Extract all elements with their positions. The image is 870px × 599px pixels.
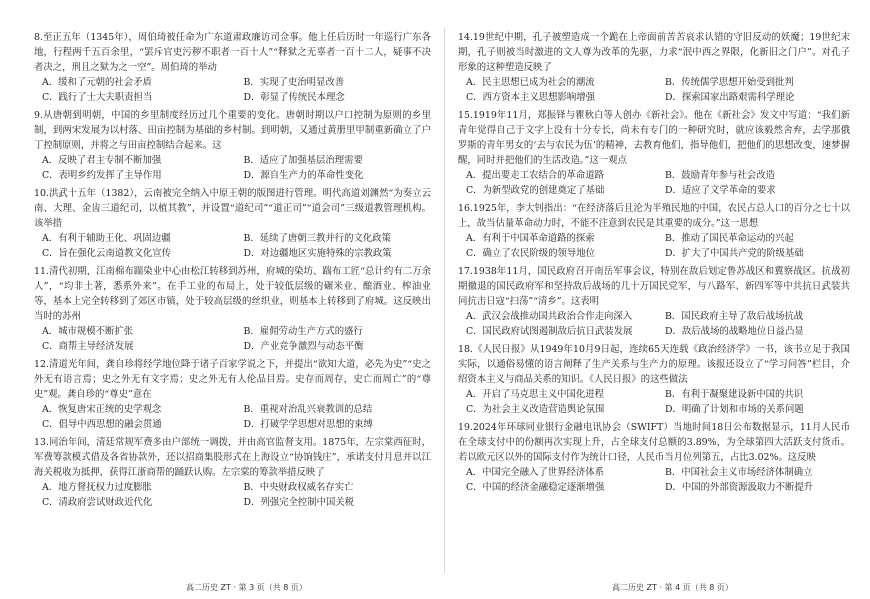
- answer-option: C．为新型政党的创建奠定了基础: [466, 185, 605, 197]
- answer-option: A．提出要走工农结合的革命道路: [466, 170, 605, 182]
- question-text: 《人民日报》从1949年10月9日起，连续65天连载《政治经济学》一书，该书立足于我国实际，以通俗易懂的语言阐释了生产关系与生产力的原理。该报还设立了“学习问答”栏目，介绍资本主义与商品关系的知识。《人民日报》的这些做法: [458, 343, 850, 386]
- answer-options: [458, 309, 850, 339]
- answer-option: D．适应了文学革命的要求: [665, 185, 776, 197]
- answer-option: A．有利于中国革命道路的探索: [466, 233, 595, 245]
- question-text: 至正五年（1345年），周伯琦被任命为广东道肃政廉访司佥事。他上任后历时一年巡行广东各地，行程两千五百余里，“罢斥官吏污秽不职者一百十人”“释狱之无辜者一百十二人，疑事不决者决之，刑且之狱为之一空”。周伯琦的举动: [34, 32, 431, 74]
- question-stem: [34, 357, 431, 402]
- answer-options: [34, 153, 431, 183]
- question-block: [458, 108, 850, 199]
- answer-options: [458, 231, 850, 261]
- question-stem: [458, 201, 850, 231]
- question-number: 15.: [458, 109, 473, 121]
- answer-option: D．中国的外部资源汲取力不断提升: [665, 482, 814, 494]
- question-stem: [34, 264, 431, 324]
- question-text: 2024年环球同业银行金融电讯协会（SWIFT）当地时间18日公布数据显示，11月人民币在全球支付中的份额再次实现上升，占全球支付总额的3.89%，为全球第四大活跃支付货币。若以欧元区以外的国际支付作为统计口径，人民币当月位列第五，占比3.02%。这反映: [458, 421, 850, 464]
- question-block: [34, 186, 431, 261]
- question-number: 18.: [458, 343, 473, 355]
- answer-option: C．国民政府试图遏制敌后抗日武装发展: [466, 326, 633, 338]
- question-block: [34, 108, 431, 183]
- answer-option: D．列强完全控制中国关税: [243, 497, 355, 509]
- answer-option: B．延续了唐朝三教并行的文化政策: [243, 233, 392, 245]
- answer-option: B．中国社会主义市场经济体制确立: [665, 467, 813, 479]
- question-text: 1925年，李大钊指出：“在经济落后且沦为半殖民地的中国，农民占总人口的百分之七十以上，故当估量革命动力时，不能不注意到农民是其重要的成分。”这一思想: [458, 203, 850, 230]
- question-text: 1919年11月，郑振铎与瞿秋白等人创办《新社会》。他在《新社会》发文中写道：“我们新青年觉得自己于文字上没有十分专长，尚未有专门的一种研究时，就应该毅然舍弃，去学那俄罗斯的青年男女的‘去与农民为伍’的精神，去教育他们，指导他们，把他们的思想改变，速梦摒醒，同时并把他们的生活改造。”这一观点: [458, 109, 850, 167]
- answer-option: C．清政府尝试财政近代化: [42, 497, 153, 509]
- answer-option: D．探索国家出路艰需科学理论: [665, 92, 795, 104]
- answer-option: B．雇佣劳动生产方式的盛行: [243, 326, 363, 338]
- answer-option: C．为社会主义改造营造舆论氛围: [466, 404, 605, 416]
- answer-option: B．重视对治乱兴衰教训的总结: [243, 404, 373, 416]
- question-block: [458, 342, 850, 417]
- question-text: 同治年间，清廷常规军费多由户部统一调拨，并由高官监督支用。1875年，左宗棠西征时，军费筹款模式借及各省协款外，还以招商集股形式在上海设立“协饷钱庄”，承诺支付月息并以江海关税收为抵押，获得江浙商帮的踊跃认购。左宗棠的筹款举措反映了: [34, 436, 431, 479]
- question-stem: [34, 435, 431, 480]
- answer-option: B．适应了加强基层治理需要: [243, 155, 363, 167]
- question-number: 14.: [458, 32, 473, 43]
- answer-option: A．反映了君主专制不断加强: [42, 155, 162, 167]
- question-number: 12.: [34, 358, 49, 370]
- answer-option: A．缓和了元朝的社会矛盾: [42, 77, 152, 89]
- answer-option: B．鼓励青年参与社会改造: [665, 170, 776, 182]
- answer-option: C．旨在强化云南道教文化宣传: [42, 248, 172, 260]
- question-number: 11.: [34, 265, 49, 277]
- answer-option: C．确立了农民阶级的领导地位: [466, 248, 596, 260]
- answer-option: A．开启了马克思主义中国化进程: [466, 389, 605, 401]
- answer-option: A．恢复唐宋正统的史学观念: [42, 404, 162, 416]
- answer-option: D．产业竞争激烈与动态平衡: [243, 341, 364, 353]
- question-number: 8.: [34, 32, 43, 43]
- left-column: [34, 30, 431, 513]
- answer-option: A．有利于辅助王化、巩固边疆: [42, 233, 171, 245]
- answer-option: B．推动了国民革命运动的兴起: [665, 233, 794, 245]
- question-block: [34, 30, 431, 105]
- right-column: [458, 30, 850, 498]
- answer-option: B．有利于凝聚建设新中国的共识: [665, 389, 804, 401]
- column-divider: [444, 28, 445, 573]
- answer-options: [34, 480, 431, 510]
- question-stem: [34, 186, 431, 231]
- answer-options: [34, 75, 431, 105]
- question-block: [458, 201, 850, 261]
- answer-option: C．践行了士大夫职责担当: [42, 92, 153, 104]
- question-text: 清道光年间，龚自珍将经学地位降于诸子百家学说之下，并提出“欲知大道，必先为史”“史之外无有语言焉；史之外无有文字焉；史之外无有人伦品目焉。史存而周存，史亡而周亡”的“尊史”观。龚自珍的“尊史”意在: [34, 358, 431, 401]
- question-block: [34, 264, 431, 355]
- question-text: 清代初期，江南棉布踹染业中心由松江转移到苏州，府城的染坊、踹布工匠“总计约有二万余人”，“均非土著，悉系外来”。在手工业的布局上，处于较低层级的碾米业、酿酒业、榨油业等，基本上完全转移到了郊区市镇，处于较高层级的丝织业，则基本上转移到了府城。这反映出当时的苏州: [34, 265, 431, 323]
- answer-option: B．传统儒学思想开始受到批判: [665, 77, 794, 89]
- question-text: 19世纪中期，孔子被塑造成一个跪在上帝面前苦苦哀求认错的守旧反动的妖魔；19世纪末期，孔子则被当时激进的文人尊为改革的先驱，力求“泯中西之界限，化新旧之门户”。对孔子形象的这种塑造反映了: [458, 32, 850, 74]
- answer-option: A．城市规模不断扩张: [42, 326, 134, 338]
- page-footer-right: 高二历史 ZT · 第 4 页（共 8 页）: [612, 583, 733, 592]
- question-block: [458, 420, 850, 495]
- question-stem: [34, 30, 431, 75]
- answer-option: D．打破学学思想对思想的束缚: [243, 419, 373, 431]
- answer-options: [458, 75, 850, 105]
- answer-option: B．实现了吏治明显改善: [243, 77, 345, 89]
- question-text: 1938年11月，国民政府召开南岳军事会议，特别在敌后划定鲁苏战区和冀察战区。抗战初期撤退的国民政府军和坚持敌后战场的几十万国民党军，与八路军、新四军等中共抗日武装共同抗击日寇“扫荡”“清乡”。这表明: [458, 265, 850, 308]
- question-stem: [458, 264, 850, 309]
- question-stem: [34, 108, 431, 153]
- answer-options: [458, 387, 850, 417]
- question-number: 13.: [34, 436, 49, 448]
- question-number: 19.: [458, 421, 473, 433]
- answer-option: C．西方资本主义思想影响增强: [466, 92, 596, 104]
- answer-options: [458, 465, 850, 495]
- answer-option: C．倡导中西思想的融会贯通: [42, 419, 162, 431]
- question-block: [458, 30, 850, 105]
- answer-option: A．地方督抚权力过度膨胀: [42, 482, 152, 494]
- answer-options: [34, 402, 431, 432]
- answer-option: D．对边疆地区实施特殊的宗教政策: [243, 248, 392, 260]
- answer-option: D．敌后战场的战略地位日益凸显: [665, 326, 804, 338]
- question-number: 16.: [458, 203, 473, 215]
- answer-option: A．武汉会战推动国共政治合作走向深入: [466, 311, 633, 323]
- answer-option: B．国民政府主导了敌后战场抗战: [665, 311, 804, 323]
- answer-option: C．表明乡约发挥了主导作用: [42, 170, 162, 182]
- answer-options: [34, 231, 431, 261]
- question-block: [458, 264, 850, 339]
- answer-options: [34, 324, 431, 354]
- question-text: 从唐朝到明朝，中国的乡里制度经历过几个重要的变化。唐朝时期以户口控制为原则的乡里制，到两宋发展为以村落、田亩控制为基础的乡村制。到明朝，又通过黄册里甲制重新确立了户丁控制原则，并将之与田亩控制结合起来。这: [34, 109, 431, 152]
- answer-option: B．中央财政权威名存实亡: [243, 482, 354, 494]
- answer-option: C．中国的经济金融稳定逐渐增强: [466, 482, 605, 494]
- question-block: [34, 357, 431, 432]
- question-text: 洪武十五年（1382），云南被完全纳入中原王朝的版图进行管理。明代高道刘渊然“为奏立云南、大理、金齿三道纪司，以植其教”，并设置“道纪司”“道正司”“道会司”三级道教管理机构。该举措: [34, 187, 431, 230]
- question-number: 9.: [34, 109, 43, 121]
- question-stem: [458, 342, 850, 387]
- answer-option: D．明确了计划和市场的关系问题: [665, 404, 804, 416]
- answer-option: D．扩大了中国共产党的阶级基础: [665, 248, 804, 260]
- question-number: 10.: [34, 187, 49, 199]
- page-footer-left: 高二历史 ZT · 第 3 页（共 8 页）: [186, 583, 307, 592]
- answer-option: D．彰显了传统民本理念: [243, 92, 345, 104]
- answer-option: A．民主思想已成为社会的潮流: [466, 77, 595, 89]
- answer-option: A．中国完全融入了世界经济体系: [466, 467, 605, 479]
- question-number: 17.: [458, 265, 473, 277]
- answer-options: [458, 168, 850, 198]
- question-stem: [458, 30, 850, 75]
- answer-option: D．源自生产力的革命性变化: [243, 170, 364, 182]
- question-block: [34, 435, 431, 510]
- question-stem: [458, 420, 850, 465]
- answer-option: C．商帮主导经济发展: [42, 341, 134, 353]
- question-stem: [458, 108, 850, 168]
